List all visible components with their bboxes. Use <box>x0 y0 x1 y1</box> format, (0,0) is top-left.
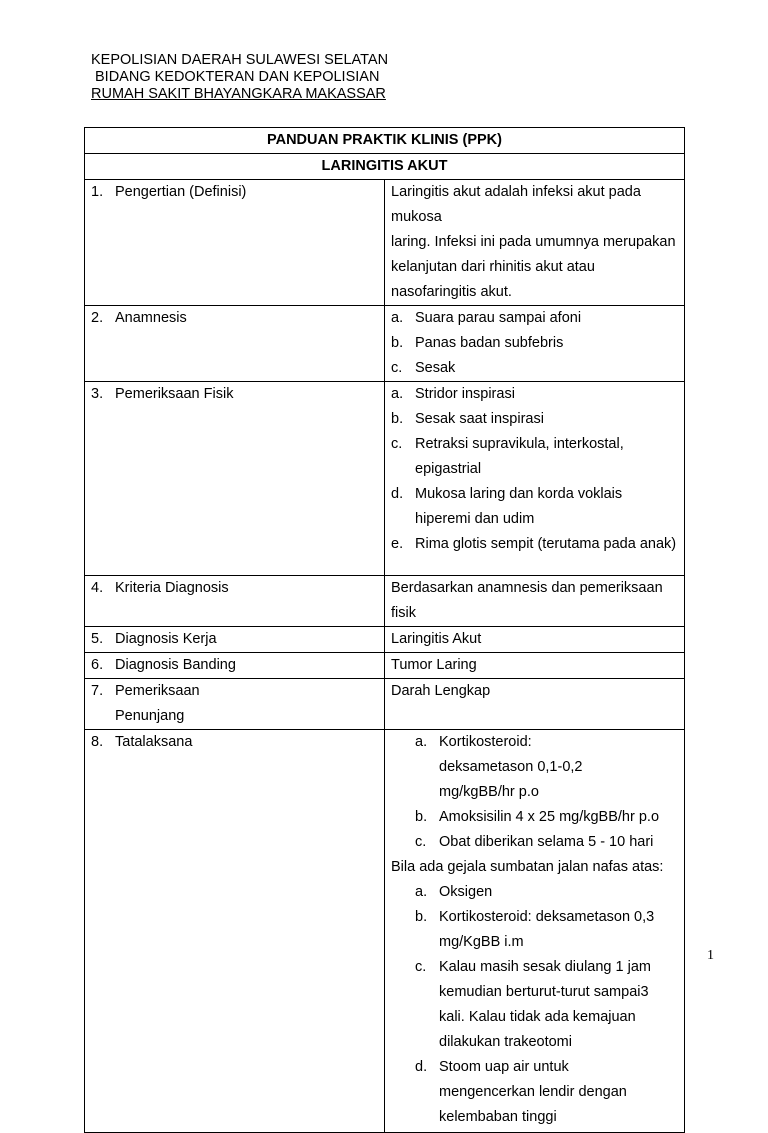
row-label: Kriteria Diagnosis <box>115 580 229 596</box>
definition-line: kelanjutan dari rhinitis akut atau nasofaringitis akut. <box>391 259 595 300</box>
row-number: 5. <box>91 631 104 647</box>
row-label: Diagnosis Banding <box>115 657 236 673</box>
page-number: 1 <box>707 948 714 963</box>
table-row <box>85 306 685 382</box>
list-item: c. Obat diberikan selama 5 - 10 hari <box>415 834 654 850</box>
header-hospital: RUMAH SAKIT BHAYANGKARA MAKASSAR <box>91 86 386 102</box>
cell-text: Laringitis Akut <box>391 631 482 647</box>
cell-text: Berdasarkan anamnesis dan pemeriksaan fisik <box>391 580 663 621</box>
cell-text: Darah Lengkap <box>391 683 491 699</box>
table-row <box>85 653 685 679</box>
table-row <box>85 679 685 730</box>
table-row <box>85 576 685 627</box>
row-label: Pemeriksaan Fisik <box>115 386 234 402</box>
row-label: Pengertian (Definisi) <box>115 184 247 200</box>
list-item: c. Kalau masih sesak diulang 1 jam kemudian berturut-turut sampai3 kali. Kalau tidak ada kemajuan dilakukan trakeotomi <box>415 959 651 1050</box>
row-number: 3. <box>91 386 104 402</box>
row-number: 1. <box>91 184 104 200</box>
table-subtitle: LARINGITIS AKUT <box>85 154 685 180</box>
row-label: Diagnosis Kerja <box>115 631 217 647</box>
list-item: c. Retraksi supravikula, interkostal, epigastrial <box>391 436 624 477</box>
list-item: a. Kortikosteroid: deksametason 0,1-0,2 mg/kgBB/hr p.o <box>415 734 583 800</box>
row-number: 4. <box>91 580 104 596</box>
row-label: Anamnesis <box>115 310 187 326</box>
row-number: 2. <box>91 310 104 326</box>
row-label: Tatalaksana <box>115 734 193 750</box>
list-item: a. Suara parau sampai afoni <box>391 310 582 326</box>
table-row <box>85 627 685 653</box>
row-number: 7. <box>91 683 104 699</box>
list-item: b. Sesak saat inspirasi <box>391 411 544 427</box>
list-item: b. Amoksisilin 4 x 25 mg/kgBB/hr p.o <box>415 809 660 825</box>
subheading: Bila ada gejala sumbatan jalan nafas atas: <box>391 859 664 875</box>
list-item: b. Panas badan subfebris <box>391 335 564 351</box>
list-item: b. Kortikosteroid: deksametason 0,3 mg/KgBB i.m <box>415 909 655 950</box>
list-item: d. Stoom uap air untuk mengencerkan lendir dengan kelembaban tinggi <box>415 1059 627 1125</box>
row-number: 6. <box>91 657 104 673</box>
table-row <box>85 180 685 306</box>
list-item: d. Mukosa laring dan korda voklais hiperemi dan udim <box>391 486 623 527</box>
table-row <box>85 382 685 576</box>
cell-text: Tumor Laring <box>391 657 477 673</box>
table-row <box>85 730 685 1133</box>
row-label: Pemeriksaan Penunjang <box>115 683 200 724</box>
header-department: BIDANG KEDOKTERAN DAN KEPOLISIAN <box>95 69 380 85</box>
row-number: 8. <box>91 734 104 750</box>
table-title: PANDUAN PRAKTIK KLINIS (PPK) <box>85 128 685 154</box>
list-item: c. Sesak <box>391 360 456 376</box>
definition-line: Laringitis akut adalah infeksi akut pada mukosa <box>391 184 641 225</box>
header-police-region: KEPOLISIAN DAERAH SULAWESI SELATAN <box>91 52 389 68</box>
list-item: a. Oksigen <box>415 884 493 900</box>
list-item: a. Stridor inspirasi <box>391 386 515 402</box>
ppk-table <box>84 127 685 1133</box>
definition-line: laring. Infeksi ini pada umumnya merupakan <box>391 234 676 250</box>
list-item: e. Rima glotis sempit (terutama pada anak) <box>391 536 677 552</box>
